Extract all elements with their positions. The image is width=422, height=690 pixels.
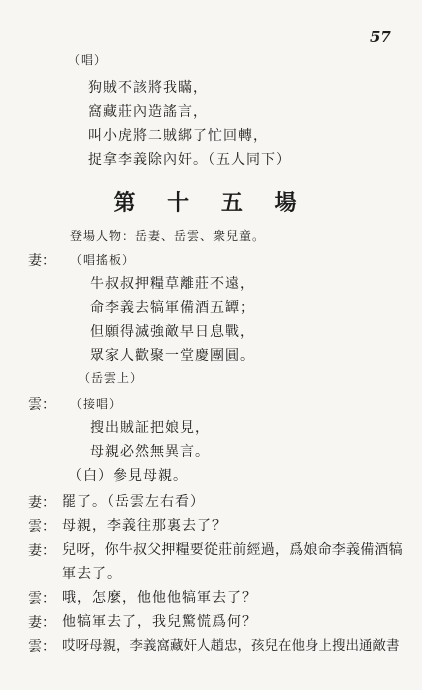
speaker-label: 雲： xyxy=(28,519,56,535)
stage-direction: （接唱） xyxy=(70,397,123,411)
dialogue-line: 兒呀，你牛叔父押糧要從莊前經過，爲娘命李義備酒犒 xyxy=(62,542,403,558)
dialogue-line: 哦，怎麼，他他他犒軍去了？ xyxy=(62,590,257,606)
dialogue-line: 軍去了。 xyxy=(62,566,122,582)
speaker-label: 雲： xyxy=(28,639,56,655)
speaker-label: 妻： xyxy=(28,495,56,511)
speaker-label: 雲： xyxy=(28,591,56,607)
verse-line: 狗賊不該將我瞞， xyxy=(88,80,208,96)
spoken-line: （白）參見母親。 xyxy=(68,468,188,484)
verse-line: 但願得滅強敵早日息戰， xyxy=(90,324,255,340)
stage-direction: （岳雲上） xyxy=(78,371,144,385)
dialogue-line: 母親，李義往那裏去了？ xyxy=(62,518,227,534)
verse-line: 牛叔叔押糧草離莊不遠， xyxy=(90,276,255,292)
scene-title: 第 十 五 場 xyxy=(113,190,309,216)
verse-line: 窩藏莊內造謠言， xyxy=(88,104,208,120)
stage-direction: （唱搖板） xyxy=(70,253,136,267)
verse-line: 命李義去犒軍備酒五罈； xyxy=(90,300,255,316)
dialogue-line: 罷了。（岳雲左右看） xyxy=(62,494,205,510)
dialogue-line: 哎呀母親，李義窩藏奸人趙忠，孩兒在他身上搜出通敵書 xyxy=(62,638,400,654)
page-number: 57 xyxy=(370,28,391,46)
speaker-label: 妻： xyxy=(28,543,56,559)
verse-line: 母親必然無異言。 xyxy=(90,444,210,460)
cast-list: 登場人物：岳妻、岳雲、衆兒童。 xyxy=(70,229,266,243)
speaker-label: 妻： xyxy=(28,253,56,269)
verse-line: 捉拿李義除內奸。（五人同下） xyxy=(88,152,291,168)
verse-line: 眾家人歡聚一堂慶團圓。 xyxy=(90,348,255,364)
sing-cue: （唱） xyxy=(68,53,108,67)
dialogue-line: 他犒軍去了，我兒驚慌爲何？ xyxy=(62,614,257,630)
speaker-label: 妻： xyxy=(28,615,56,631)
verse-line: 搜出賊証把娘見， xyxy=(90,420,210,436)
verse-line: 叫小虎將二賊綁了忙回轉， xyxy=(88,128,268,144)
speaker-label: 雲： xyxy=(28,397,56,413)
